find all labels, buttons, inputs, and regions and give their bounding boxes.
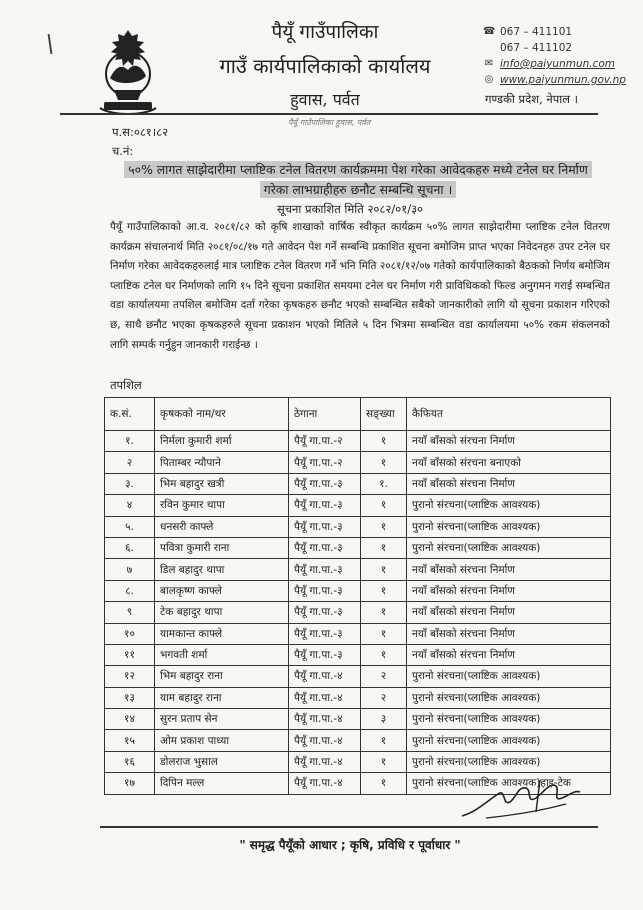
table-row [105, 537, 611, 558]
web-row [483, 72, 626, 88]
row-sn: १. [105, 431, 155, 452]
row-name: टेक बहादुर थापा [155, 602, 289, 623]
table-row [105, 452, 611, 473]
col-header-sn: क.सं. [105, 398, 155, 431]
table-row [105, 580, 611, 601]
publication-date: सूचना प्रकाशित मिति २०८२/०१/३० [276, 202, 424, 216]
contact-block [483, 24, 626, 88]
patra-sankhya: प.स:०८१।८२ [112, 125, 169, 139]
phone-row [483, 24, 626, 40]
row-address: पैयूँ गा.पा.-३ [289, 580, 361, 601]
row-name: रविन कुमार थापा [155, 495, 289, 516]
col-header-name: कृषकको नाम/थर [155, 398, 289, 431]
row-name: भिम बहादुर खत्री [155, 473, 289, 494]
row-name: ओम प्रकाश पाध्या [155, 730, 289, 751]
row-name: सुरन प्रताप सेन [155, 709, 289, 730]
footer-motto: " समृद्ध पैयूँको आधार ; कृषि, प्रविधि र पूर्वाधार " [239, 838, 461, 852]
row-name: यामकान्त काफ्ले [155, 623, 289, 644]
row-count: १ [361, 623, 407, 644]
row-address: पैयूँ गा.पा.-३ [289, 473, 361, 494]
office-stamp: पैयूँ गाउँपालिका हुवास, पर्वत [288, 118, 371, 127]
notice-body: पैयूँ गाउँपालिकाको आ.व. २०८१/८२ को कृषि शाखाको वार्षिक स्वीकृत कार्यक्रम ५०% लागत साझेदारीमा प्लाष्टिक टनेल वितरण कार्यक्रम संचालनार्थ मिति २०८१/०८/१७ गते आवेदन पेश गर्ने सम्बन्धि प्रकाशित सूचना बमोजिम प्राप्त भएका निवेदनहरु उपर टनेल घर निर्माण गरेका आवेदकहरुलाई मात्र प्लाष्टिक टनेल वितरण गर्ने भनि मिति २०८१/१२/०७ गतेको कार्यपालिकाको बैठकको निर्णय बमोजिम प्लाष्टिक टनेल घर निर्माणको लागि १५ दिने सूचना प्रकाशित समयमा टनेल घर निर्माण गरी प्राविधिकको फिल्ड अनुगमन गराई सम्बन्धित वडा कार्यालयमा तपशिल बमोजिम दर्ता गरेका कृषकहरु छनौट भएको सम्बन्धित सबैको जानकारीको लागि यो सूचना प्रकाशन गरिएको छ, साथै छनौट भएका कृषकहरुले सूचना प्रकाशन भएको मितिले ५ दिन भित्रमा सम्बन्धित वडा कार्यालयमा ५०% रकम संकलनको लागि सम्पर्क गर्नुहुन जानकारी गराईन्छ । [110, 221, 610, 351]
row-name: भगवती शर्मा [155, 644, 289, 665]
row-remarks: नयाँ बाँसको संरचना निर्माण [407, 580, 611, 601]
row-name: भिम बहादुर राना [155, 666, 289, 687]
row-count: १ [361, 773, 407, 794]
table-row [105, 751, 611, 772]
phone-1: 067 – 411101 [500, 26, 573, 38]
row-count: १ [361, 751, 407, 772]
row-name: धनसरी काफ्ले [155, 516, 289, 537]
row-address: पैयूँ गा.पा.-३ [289, 537, 361, 558]
row-count: १ [361, 431, 407, 452]
beneficiary-table [104, 397, 611, 795]
row-address: पैयूँ गा.पा.-३ [289, 602, 361, 623]
row-address: पैयूँ गा.पा.-४ [289, 687, 361, 708]
row-sn: ८. [105, 580, 155, 601]
website-link[interactable]: www.paiyunmun.gov.np [500, 74, 626, 86]
row-sn: ७ [105, 559, 155, 580]
table-row [105, 431, 611, 452]
row-address: पैयूँ गा.पा.-४ [289, 709, 361, 730]
row-name: पिताम्बर न्यौपाने [155, 452, 289, 473]
row-sn: ६. [105, 537, 155, 558]
row-remarks: पुरानो संरचना(प्लाष्टिक आवश्यक) [407, 751, 611, 772]
details-heading: तपशिल [110, 378, 142, 392]
row-sn: १३ [105, 687, 155, 708]
row-sn: १६ [105, 751, 155, 772]
row-address: पैयूँ गा.पा.-३ [289, 495, 361, 516]
row-remarks: नयाँ बाँसको संरचना निर्माण [407, 473, 611, 494]
row-remarks: नयाँ बाँसको संरचना निर्माण [407, 559, 611, 580]
col-header-count: सङ्ख्या [361, 398, 407, 431]
office-address: हुवास, पर्वत [290, 90, 360, 109]
col-header-address: ठेगाना [289, 398, 361, 431]
email-link[interactable]: info@paiyunmun.com [500, 58, 616, 70]
row-count: १ [361, 495, 407, 516]
row-remarks: पुरानो संरचना(प्लाष्टिक आवश्यक) [407, 516, 611, 537]
table-row [105, 666, 611, 687]
table-row [105, 473, 611, 494]
subject-line-1: ५०% लागत साझेदारीमा प्लाष्टिक टनेल वितरण कार्यक्रममा पेश गरेका आवेदकहरु मध्ये टनेल घर निर्माण [124, 161, 592, 178]
corner-mark [48, 34, 53, 54]
row-name: निर्मला कुमारी शर्मा [155, 431, 289, 452]
row-address: पैयूँ गा.पा.-४ [289, 773, 361, 794]
row-name: याम बहादुर राना [155, 687, 289, 708]
row-count: १ [361, 580, 407, 601]
row-name: बालकृष्ण काफ्ले [155, 580, 289, 601]
signature-icon [456, 772, 586, 826]
col-header-remarks: कैफियत [407, 398, 611, 431]
row-address: पैयूँ गा.पा.-२ [289, 431, 361, 452]
table-row [105, 709, 611, 730]
row-address: पैयूँ गा.पा.-४ [289, 751, 361, 772]
phone-icon: ☎ [483, 26, 496, 37]
row-remarks: पुरानो संरचना(प्लाष्टिक आवश्यक) [407, 709, 611, 730]
row-name: डोलराज भुसाल [155, 751, 289, 772]
footer-divider [100, 826, 598, 828]
row-sn: ९ [105, 602, 155, 623]
email-row [483, 56, 626, 72]
row-address: पैयूँ गा.पा.-२ [289, 452, 361, 473]
table-body [105, 431, 611, 795]
table-row [105, 602, 611, 623]
row-remarks: नयाँ बाँसको संरचना निर्माण [407, 644, 611, 665]
row-sn: १२ [105, 666, 155, 687]
table-row [105, 516, 611, 537]
subject-line-2: गरेका लाभग्राहीहरु छनौट सम्बन्धि सूचना । [260, 181, 457, 198]
row-remarks: पुरानो संरचना(प्लाष्टिक आवश्यक) [407, 666, 611, 687]
row-count: १ [361, 644, 407, 665]
row-sn: १५ [105, 730, 155, 751]
email-icon: ✉ [484, 58, 494, 69]
row-address: पैयूँ गा.पा.-३ [289, 623, 361, 644]
row-remarks: नयाँ बाँसको संरचना निर्माण [407, 623, 611, 644]
office-name: गाउँ कार्यपालिकाको कार्यालय [219, 54, 431, 78]
row-address: पैयूँ गा.पा.-३ [289, 644, 361, 665]
row-remarks: पुरानो संरचना(प्लाष्टिक आवश्यक) [407, 687, 611, 708]
row-remarks: नयाँ बाँसको संरचना निर्माण [407, 602, 611, 623]
row-count: १ [361, 559, 407, 580]
phone-row-2 [483, 40, 626, 56]
row-sn: १७ [105, 773, 155, 794]
header-divider [60, 113, 598, 115]
row-count: १ [361, 730, 407, 751]
table-header-row [105, 398, 611, 431]
phone-2: 067 – 411102 [500, 42, 573, 54]
row-name: डिल बहादुर थापा [155, 559, 289, 580]
row-remarks: नयाँ बाँसको संरचना निर्माण [407, 431, 611, 452]
table-row [105, 495, 611, 516]
table-row [105, 644, 611, 665]
row-address: पैयूँ गा.पा.-४ [289, 666, 361, 687]
row-sn: ३. [105, 473, 155, 494]
row-sn: १० [105, 623, 155, 644]
row-count: २ [361, 666, 407, 687]
row-sn: ११ [105, 644, 155, 665]
row-remarks: पुरानो संरचना(प्लाष्टिक आवश्यक) [407, 730, 611, 751]
row-count: १ [361, 602, 407, 623]
row-sn: १४ [105, 709, 155, 730]
row-name: दिपिन मल्ल [155, 773, 289, 794]
province: गण्डकी प्रदेश, नेपाल । [485, 92, 579, 106]
row-remarks: पुरानो संरचना(प्लाष्टिक आवश्यक) [407, 495, 611, 516]
emblem-icon [92, 26, 164, 118]
table-row [105, 623, 611, 644]
row-address: पैयूँ गा.पा.-३ [289, 559, 361, 580]
row-count: ३ [361, 709, 407, 730]
row-count: १. [361, 473, 407, 494]
row-name: पवित्रा कुमारी राना [155, 537, 289, 558]
chalani-number: च.नं: [112, 144, 134, 158]
table-row [105, 730, 611, 751]
notice-subject [105, 160, 611, 200]
row-count: १ [361, 537, 407, 558]
web-icon: ◎ [484, 74, 494, 85]
row-sn: २ [105, 452, 155, 473]
table-row [105, 559, 611, 580]
row-address: पैयूँ गा.पा.-४ [289, 730, 361, 751]
row-sn: ४ [105, 495, 155, 516]
row-remarks: पुरानो संरचना(प्लाष्टिक आवश्यक) [407, 537, 611, 558]
row-count: २ [361, 687, 407, 708]
row-count: १ [361, 452, 407, 473]
municipality-name: पैयूँ गाउँपालिका [271, 21, 379, 43]
row-count: १ [361, 516, 407, 537]
row-sn: ५. [105, 516, 155, 537]
row-address: पैयूँ गा.पा.-३ [289, 516, 361, 537]
row-remarks: पुरानो संरचना(प्लाष्टिक आवश्यक)हाइ-टेक [407, 773, 611, 794]
table-row [105, 687, 611, 708]
row-remarks: नयाँ बाँसको संरचना बनाएको [407, 452, 611, 473]
